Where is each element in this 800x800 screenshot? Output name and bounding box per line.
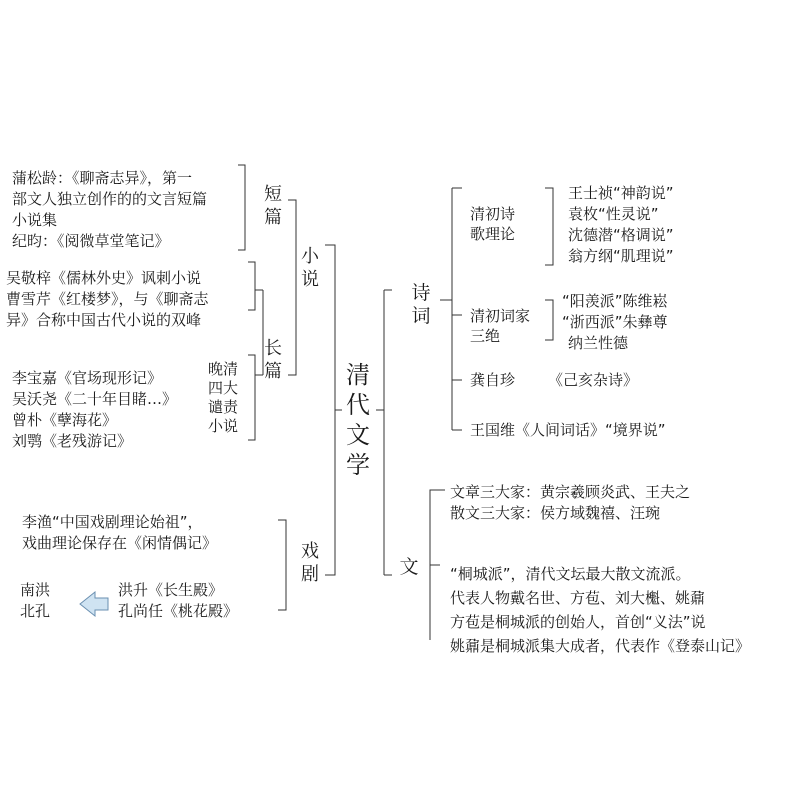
short-story-label: 短篇 [264, 184, 282, 228]
gong-zizhen: 龚自珍 [470, 371, 516, 389]
wang-guowei: 王国维《人间词话》“境界说” [470, 421, 666, 439]
drama-label: 戏剧 [301, 541, 319, 585]
novel-label: 小说 [301, 246, 319, 290]
center-title: 清代文学 [346, 361, 370, 479]
long-novel-label: 长篇 [264, 338, 282, 382]
arrow-left-icon [80, 592, 108, 616]
poetry-label: 诗词 [411, 282, 431, 327]
late-qing-label: 晚清四大谴责小说 [208, 360, 239, 435]
prose-label: 文 [399, 556, 419, 578]
gong-work: 《己亥杂诗》 [548, 371, 639, 389]
